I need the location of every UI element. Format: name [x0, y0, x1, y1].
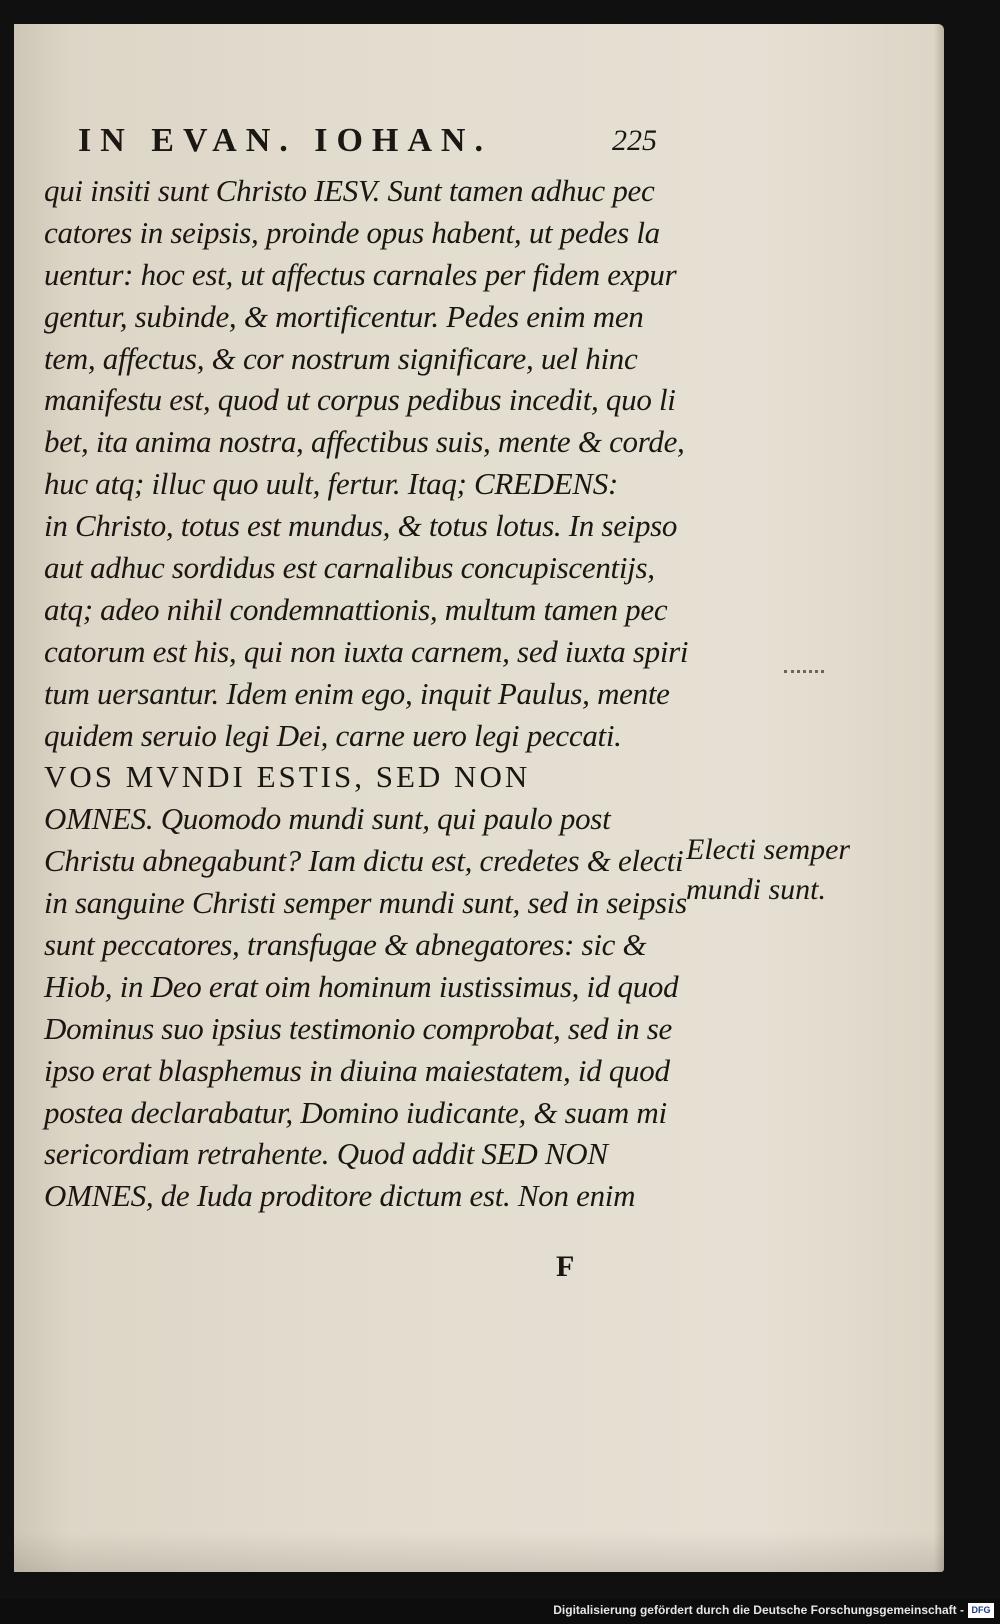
- text-line: qui insiti sunt Christo IESV. Sunt tamen adhuc pec: [44, 173, 655, 208]
- ink-blemish: [784, 670, 824, 679]
- text-line: OMNES. Quomodo mundi sunt, qui paulo post: [44, 801, 611, 837]
- text-line: quidem seruio legi Dei, carne uero legi peccati.: [44, 717, 622, 753]
- running-title: IN EVAN. IOHAN.: [78, 122, 492, 159]
- text-line: sericordiam retrahente. Quod addit SED NON: [44, 1136, 608, 1172]
- text-line: catorum est his, qui non iuxta carnem, sed iuxta spiri: [44, 633, 689, 669]
- marginal-note: [686, 830, 886, 910]
- digitization-footer: [0, 1599, 1000, 1624]
- text-line: Hiob, in Deo erat oim hominum iustissimus, id quod: [44, 968, 679, 1004]
- main-text-block: [44, 170, 689, 1217]
- text-line: atq; adeo nihil condemnattionis, multum tamen pec: [44, 591, 668, 627]
- text-line-lemma: VOS MVNDI ESTIS, SED NON: [44, 759, 531, 795]
- text-line: tum uersantur. Idem enim ego, inquit Paulus, mente: [44, 675, 670, 711]
- text-line: aut adhuc sordidus est carnalibus concupiscentijs,: [44, 550, 655, 586]
- text-line: bet, ita anima nostra, affectibus suis, mente & corde,: [44, 424, 685, 460]
- text-line: Christu abnegabunt? Iam dictu est, credetes & electi: [44, 843, 684, 879]
- text-line: uentur: hoc est, ut affectus carnales per fidem expur: [44, 256, 677, 292]
- text-line: OMNES, de Iuda proditore dictum est. Non enim: [44, 1178, 636, 1214]
- text-line: tem, affectus, & cor nostrum significare, uel hinc: [44, 340, 638, 376]
- book-page: [14, 24, 944, 1572]
- text-line: manifestu est, quod ut corpus pedibus incedit, quo li: [44, 382, 676, 418]
- text-line: in sanguine Christi semper mundi sunt, sed in seipsis: [44, 885, 687, 921]
- text-line: sunt peccatores, transfugae & abnegatores: sic &: [44, 927, 647, 963]
- signature-mark: F: [556, 1250, 575, 1283]
- page-header: [78, 122, 678, 172]
- text-line: gentur, subinde, & mortificentur. Pedes enim men: [44, 298, 644, 334]
- text-line: catores in seipsis, proinde opus habent, ut pedes la: [44, 214, 660, 250]
- footer-credit-text: Digitalisierung gefördert durch die Deutsche Forschungsgemeinschaft -: [553, 1603, 964, 1617]
- marginal-note-line: Electi semper: [686, 833, 851, 866]
- text-line: Dominus suo ipsius testimonio comprobat, sed in se: [44, 1010, 672, 1046]
- page-edge-shadow: [934, 24, 944, 1572]
- dfg-logo-icon: DFG: [968, 1603, 994, 1618]
- text-line: in Christo, totus est mundus, & totus lotus. In seipso: [44, 508, 678, 544]
- folio-number: 225: [612, 124, 657, 157]
- text-line: huc atq; illuc quo uult, fertur. Itaq; CREDENS:: [44, 466, 618, 502]
- text-line: ipso erat blasphemus in diuina maiestatem, id quod: [44, 1052, 670, 1088]
- text-line: postea declarabatur, Domino iudicante, & suam mi: [44, 1094, 667, 1130]
- marginal-note-line: mundi sunt.: [686, 873, 827, 906]
